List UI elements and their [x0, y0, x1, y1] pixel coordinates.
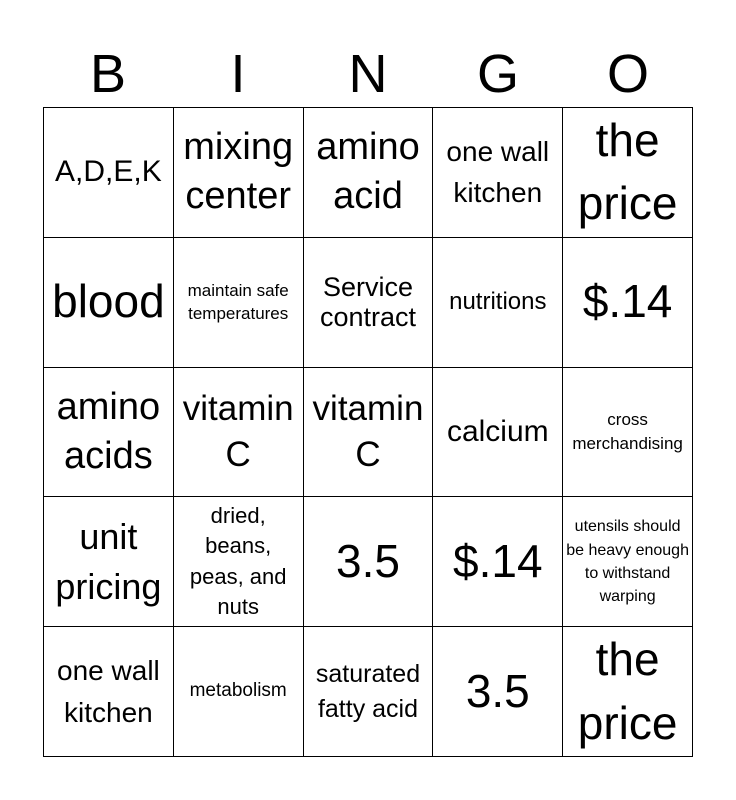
- cell-text: 3.5: [465, 664, 530, 717]
- bingo-cell[interactable]: [44, 108, 174, 238]
- bingo-cell[interactable]: [44, 238, 174, 368]
- cell-text: amino acids: [56, 385, 161, 477]
- cell-text: one wall kitchen: [446, 136, 550, 209]
- cell-text: A,D,E,K: [55, 155, 162, 189]
- bingo-cell[interactable]: [44, 497, 174, 627]
- header-letter-n: N: [348, 44, 388, 104]
- cell-text: calcium: [446, 414, 549, 448]
- cell-text: saturated fatty acid: [315, 659, 421, 723]
- cell-text: one wall kitchen: [57, 655, 160, 728]
- cell-text: the price: [577, 113, 678, 230]
- bingo-cell[interactable]: [174, 627, 304, 757]
- bingo-cell[interactable]: [174, 497, 304, 627]
- bingo-cell[interactable]: [563, 368, 693, 498]
- header-letter-i: I: [230, 44, 246, 104]
- header-letter-o: O: [606, 44, 649, 104]
- bingo-cell[interactable]: [563, 238, 693, 368]
- bingo-cell[interactable]: [563, 627, 693, 757]
- bingo-cell[interactable]: [304, 627, 434, 757]
- bingo-cell[interactable]: [433, 497, 563, 627]
- cell-text: blood: [52, 275, 165, 328]
- bingo-header: [43, 42, 693, 106]
- bingo-cell[interactable]: [44, 368, 174, 498]
- cell-text: the price: [577, 633, 678, 749]
- bingo-cell[interactable]: [174, 238, 304, 368]
- bingo-cell[interactable]: [44, 627, 174, 757]
- bingo-cell[interactable]: [174, 368, 304, 498]
- cell-text: vitamin C: [182, 389, 294, 474]
- bingo-cell[interactable]: [563, 497, 693, 627]
- bingo-cell[interactable]: [304, 497, 434, 627]
- cell-text: nutritions: [449, 287, 547, 315]
- cell-text: $.14: [582, 275, 673, 328]
- bingo-card-grid: [43, 107, 693, 757]
- cell-text: unit pricing: [55, 516, 162, 607]
- bingo-cell[interactable]: [433, 368, 563, 498]
- bingo-cell[interactable]: [433, 627, 563, 757]
- cell-text: utensils should be heavy enough to withstand warping: [566, 518, 689, 605]
- bingo-cell[interactable]: [433, 238, 563, 368]
- header-letter-b: B: [89, 44, 127, 104]
- cell-text: 3.5: [336, 535, 400, 588]
- header-letter-g: G: [476, 44, 519, 104]
- bingo-cell[interactable]: [433, 108, 563, 238]
- cell-text: amino acid: [316, 126, 420, 218]
- cell-text: mixing center: [183, 126, 294, 218]
- cell-text: maintain safe temperatures: [187, 280, 289, 324]
- bingo-cell[interactable]: [304, 238, 434, 368]
- cell-text: vitamin C: [312, 389, 424, 474]
- cell-text: cross merchandising: [572, 410, 683, 453]
- cell-text: Service contract: [319, 271, 417, 333]
- bingo-cell[interactable]: [304, 108, 434, 238]
- cell-text: dried, beans, peas, and nuts: [189, 502, 287, 620]
- cell-text: metabolism: [189, 680, 287, 702]
- bingo-cell[interactable]: [304, 368, 434, 498]
- cell-text: $.14: [453, 535, 543, 588]
- bingo-cell[interactable]: [563, 108, 693, 238]
- bingo-cell[interactable]: [174, 108, 304, 238]
